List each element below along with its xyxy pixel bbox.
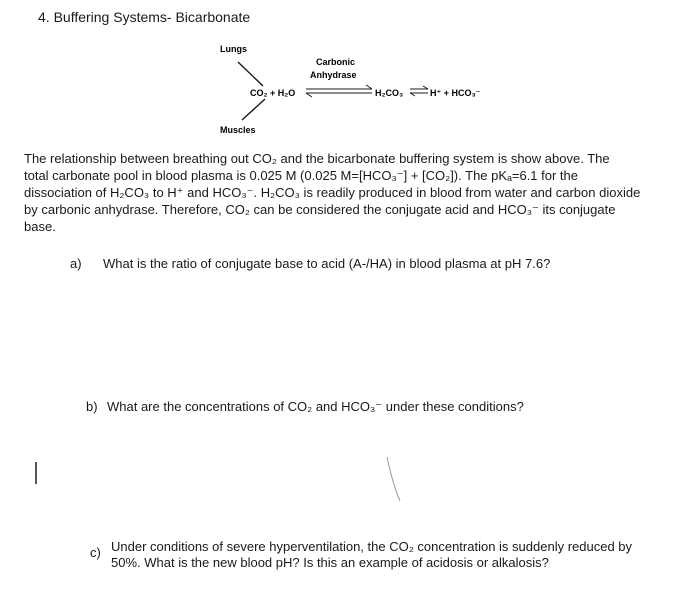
stray-curve-mark — [385, 455, 405, 503]
paragraph-line-5: base. — [24, 219, 56, 234]
intro-paragraph — [24, 150, 692, 235]
question-a-marker: a) — [70, 256, 82, 271]
question-a-text: What is the ratio of conjugate base to acid (A-/HA) in blood plasma at pH 7.6? — [103, 256, 551, 271]
question-b-marker: b) — [86, 399, 98, 414]
equilibrium-arrow-1 — [306, 85, 372, 97]
paragraph-line-3: dissociation of H₂CO₃ to H⁺ and HCO₃⁻. H₂CO₃ is readily produced in blood from water and carbon dioxide — [24, 185, 641, 200]
question-c-marker: c) — [90, 545, 101, 560]
products-label: H⁺ + HCO₃⁻ — [430, 88, 481, 98]
paragraph-line-1: The relationship between breathing out CO₂ and the bicarbonate buffering system is show above. The — [24, 151, 610, 166]
enzyme-label-line1: Carbonic — [316, 57, 356, 67]
muscles-label: Muscles — [220, 125, 256, 135]
enzyme-label-line2: Anhydrase — [310, 70, 357, 80]
arrow-to-lungs — [238, 62, 263, 86]
stray-pen-mark — [35, 462, 37, 484]
reactants-label: CO₂ + H₂O — [250, 88, 296, 98]
reaction-diagram — [0, 0, 700, 150]
arrow-to-muscles — [242, 99, 265, 120]
paragraph-line-2: total carbonate pool in blood plasma is 0.025 M (0.025 M=[HCO₃⁻] + [CO₂]). The pKₐ=6.1 for the — [24, 168, 579, 183]
paragraph-line-4: by carbonic anhydrase. Therefore, CO₂ can be considered the conjugate acid and HCO₃⁻ its conjugate — [24, 202, 616, 217]
question-c-line2: 50%. What is the new blood pH? Is this an example of acidosis or alkalosis? — [111, 555, 549, 570]
question-b-text: What are the concentrations of CO₂ and HCO₃⁻ under these conditions? — [107, 399, 524, 414]
lungs-label: Lungs — [220, 44, 247, 54]
carbonic-acid-label: H₂CO₃ — [375, 88, 404, 98]
question-c-line1: Under conditions of severe hyperventilation, the CO₂ concentration is suddenly reduced by — [111, 539, 633, 554]
question-heading: 4. Buffering Systems- Bicarbonate — [38, 9, 251, 25]
equilibrium-arrow-2 — [410, 86, 428, 96]
